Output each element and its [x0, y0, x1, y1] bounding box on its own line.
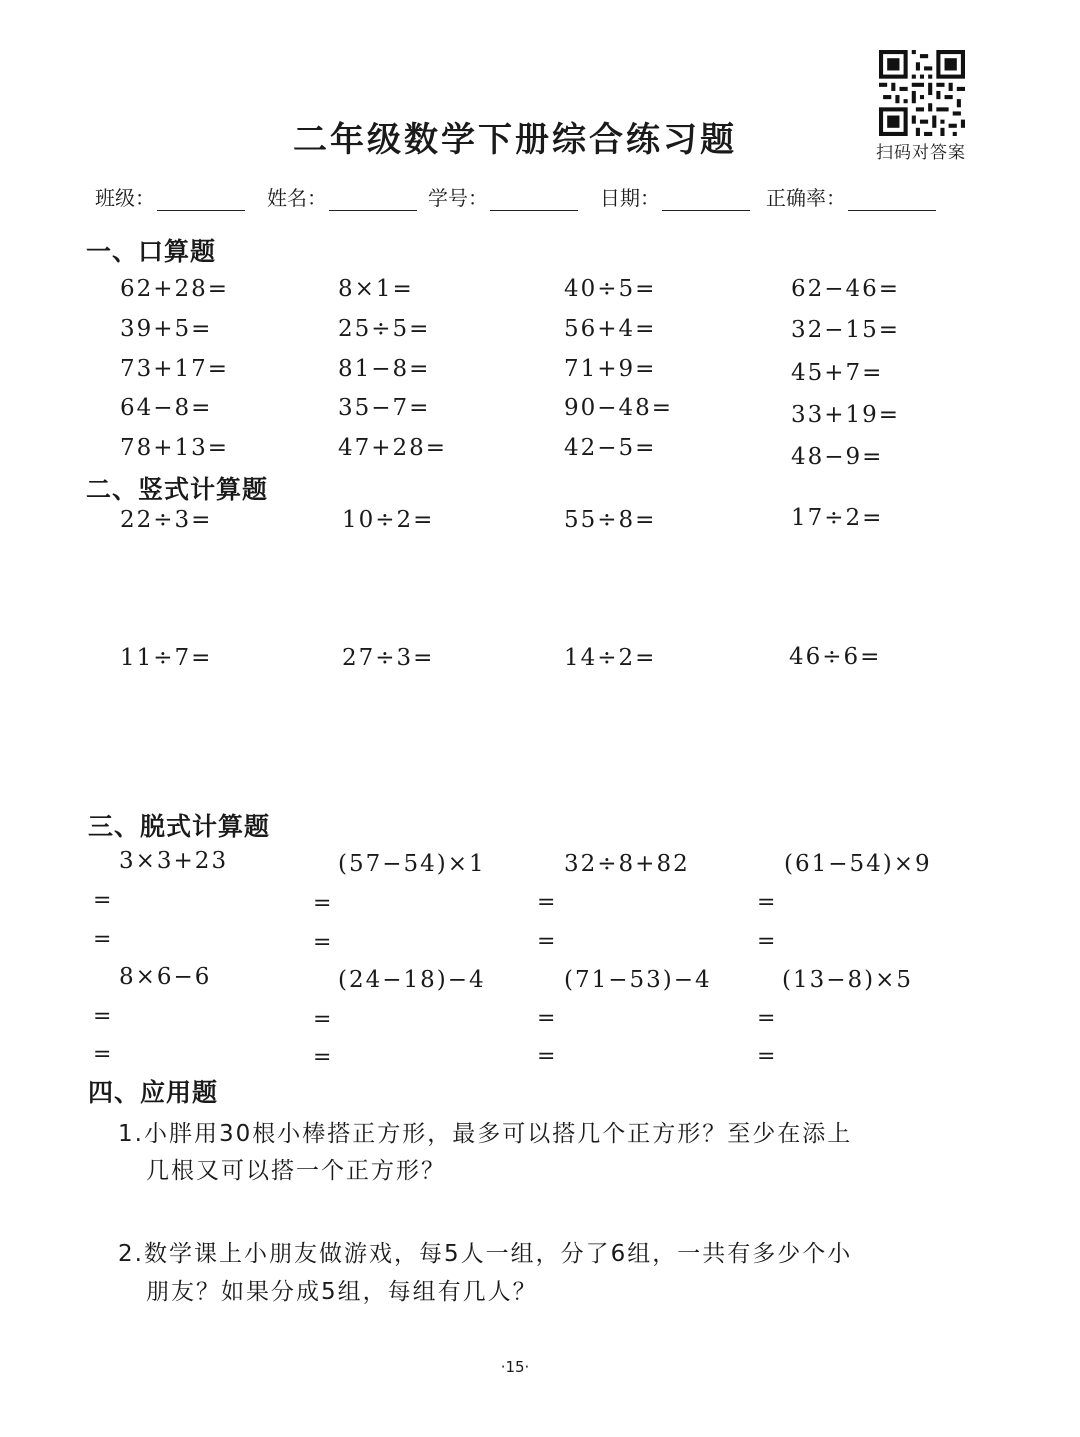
qr-caption: 扫码对答案 — [876, 143, 966, 163]
equals-sign: = — [537, 1006, 556, 1031]
equals-sign: = — [93, 1042, 112, 1067]
oral-problem: 81−8= — [338, 356, 431, 382]
oral-problem: 71+9= — [564, 356, 657, 382]
oral-problem: 64−8= — [120, 395, 213, 421]
equals-sign: = — [537, 929, 556, 954]
oral-problem: 56+4= — [564, 316, 657, 342]
qr-code[interactable] — [878, 50, 966, 136]
vertical-problem: 22÷3= — [120, 507, 213, 533]
vertical-problem: 46÷6= — [789, 644, 882, 670]
stepwise-problem: (57−54)×1 — [338, 851, 486, 877]
equals-sign: = — [757, 890, 776, 915]
section-1-title: 一、口算题 — [86, 237, 217, 266]
section-4-title: 四、应用题 — [88, 1078, 219, 1107]
stepwise-problem: (24−18)−4 — [338, 967, 486, 993]
oral-problem: 45+7= — [791, 360, 884, 386]
page-number: ·15· — [500, 1358, 530, 1376]
section-3-title: 三、脱式计算题 — [88, 812, 271, 841]
equals-sign: = — [757, 1006, 776, 1031]
accuracy-field[interactable] — [766, 182, 936, 211]
student-id-field[interactable] — [428, 182, 578, 211]
student-id-label: 学号： — [428, 186, 488, 210]
oral-problem: 48−9= — [791, 444, 884, 470]
stepwise-problem: (13−8)×5 — [782, 967, 914, 993]
stepwise-problem: 32÷8+82 — [564, 851, 690, 877]
stepwise-problem: 8×6−6 — [119, 964, 212, 990]
oral-problem: 8×1= — [338, 276, 414, 302]
page-title: 二年级数学下册综合练习题 — [293, 120, 737, 160]
vertical-problem: 11÷7= — [120, 645, 213, 671]
vertical-problem: 10÷2= — [342, 507, 435, 533]
oral-problem: 62+28= — [120, 276, 230, 302]
name-field[interactable] — [267, 182, 417, 211]
student-info-row — [0, 182, 1080, 212]
word-problem-2-line-2: 朋友？如果分成5组，每组有几人？ — [146, 1279, 538, 1305]
oral-problem: 25÷5= — [338, 316, 431, 342]
stepwise-problem: (71−53)−4 — [564, 967, 712, 993]
oral-problem: 32−15= — [791, 317, 901, 343]
equals-sign: = — [313, 930, 332, 955]
oral-problem: 62−46= — [791, 276, 901, 302]
student-id-blank[interactable] — [490, 188, 578, 211]
vertical-problem: 17÷2= — [791, 505, 884, 531]
class-blank[interactable] — [157, 188, 245, 211]
accuracy-label: 正确率： — [766, 186, 846, 210]
equals-sign: = — [93, 888, 112, 913]
oral-problem: 33+19= — [791, 402, 901, 428]
equals-sign: = — [537, 890, 556, 915]
equals-sign: = — [313, 891, 332, 916]
stepwise-problem: 3×3+23 — [119, 848, 229, 874]
equals-sign: = — [537, 1044, 556, 1069]
class-field[interactable] — [95, 182, 245, 211]
equals-sign: = — [93, 927, 112, 952]
section-2-title: 二、竖式计算题 — [86, 475, 269, 504]
qr-code-graphic — [878, 50, 966, 136]
oral-problem: 78+13= — [120, 435, 230, 461]
equals-sign: = — [757, 929, 776, 954]
equals-sign: = — [313, 1045, 332, 1070]
word-problem-2-line-1: 2.数学课上小朋友做游戏，每5人一组，分了6组，一共有多少个小 — [118, 1241, 853, 1267]
vertical-problem: 55÷8= — [564, 507, 657, 533]
accuracy-blank[interactable] — [848, 188, 936, 211]
equals-sign: = — [93, 1004, 112, 1029]
word-problem-1-line-1: 1.小胖用30根小棒搭正方形，最多可以搭几个正方形？至少在添上 — [118, 1121, 853, 1147]
oral-problem: 73+17= — [120, 356, 230, 382]
equals-sign: = — [313, 1007, 332, 1032]
oral-problem: 42−5= — [564, 435, 657, 461]
vertical-problem: 27÷3= — [342, 645, 435, 671]
vertical-problem: 14÷2= — [564, 645, 657, 671]
oral-problem: 35−7= — [338, 395, 431, 421]
equals-sign: = — [757, 1044, 776, 1069]
oral-problem: 90−48= — [564, 395, 674, 421]
date-label: 日期： — [600, 186, 660, 210]
oral-problem: 39+5= — [120, 316, 213, 342]
oral-problem: 47+28= — [338, 435, 448, 461]
stepwise-problem: (61−54)×9 — [784, 851, 932, 877]
date-field[interactable] — [600, 182, 750, 211]
class-label: 班级： — [95, 186, 155, 210]
word-problem-1-line-2: 几根又可以搭一个正方形？ — [146, 1158, 446, 1184]
date-blank[interactable] — [662, 188, 750, 211]
oral-problem: 40÷5= — [564, 276, 657, 302]
name-blank[interactable] — [329, 188, 417, 211]
name-label: 姓名： — [267, 186, 327, 210]
